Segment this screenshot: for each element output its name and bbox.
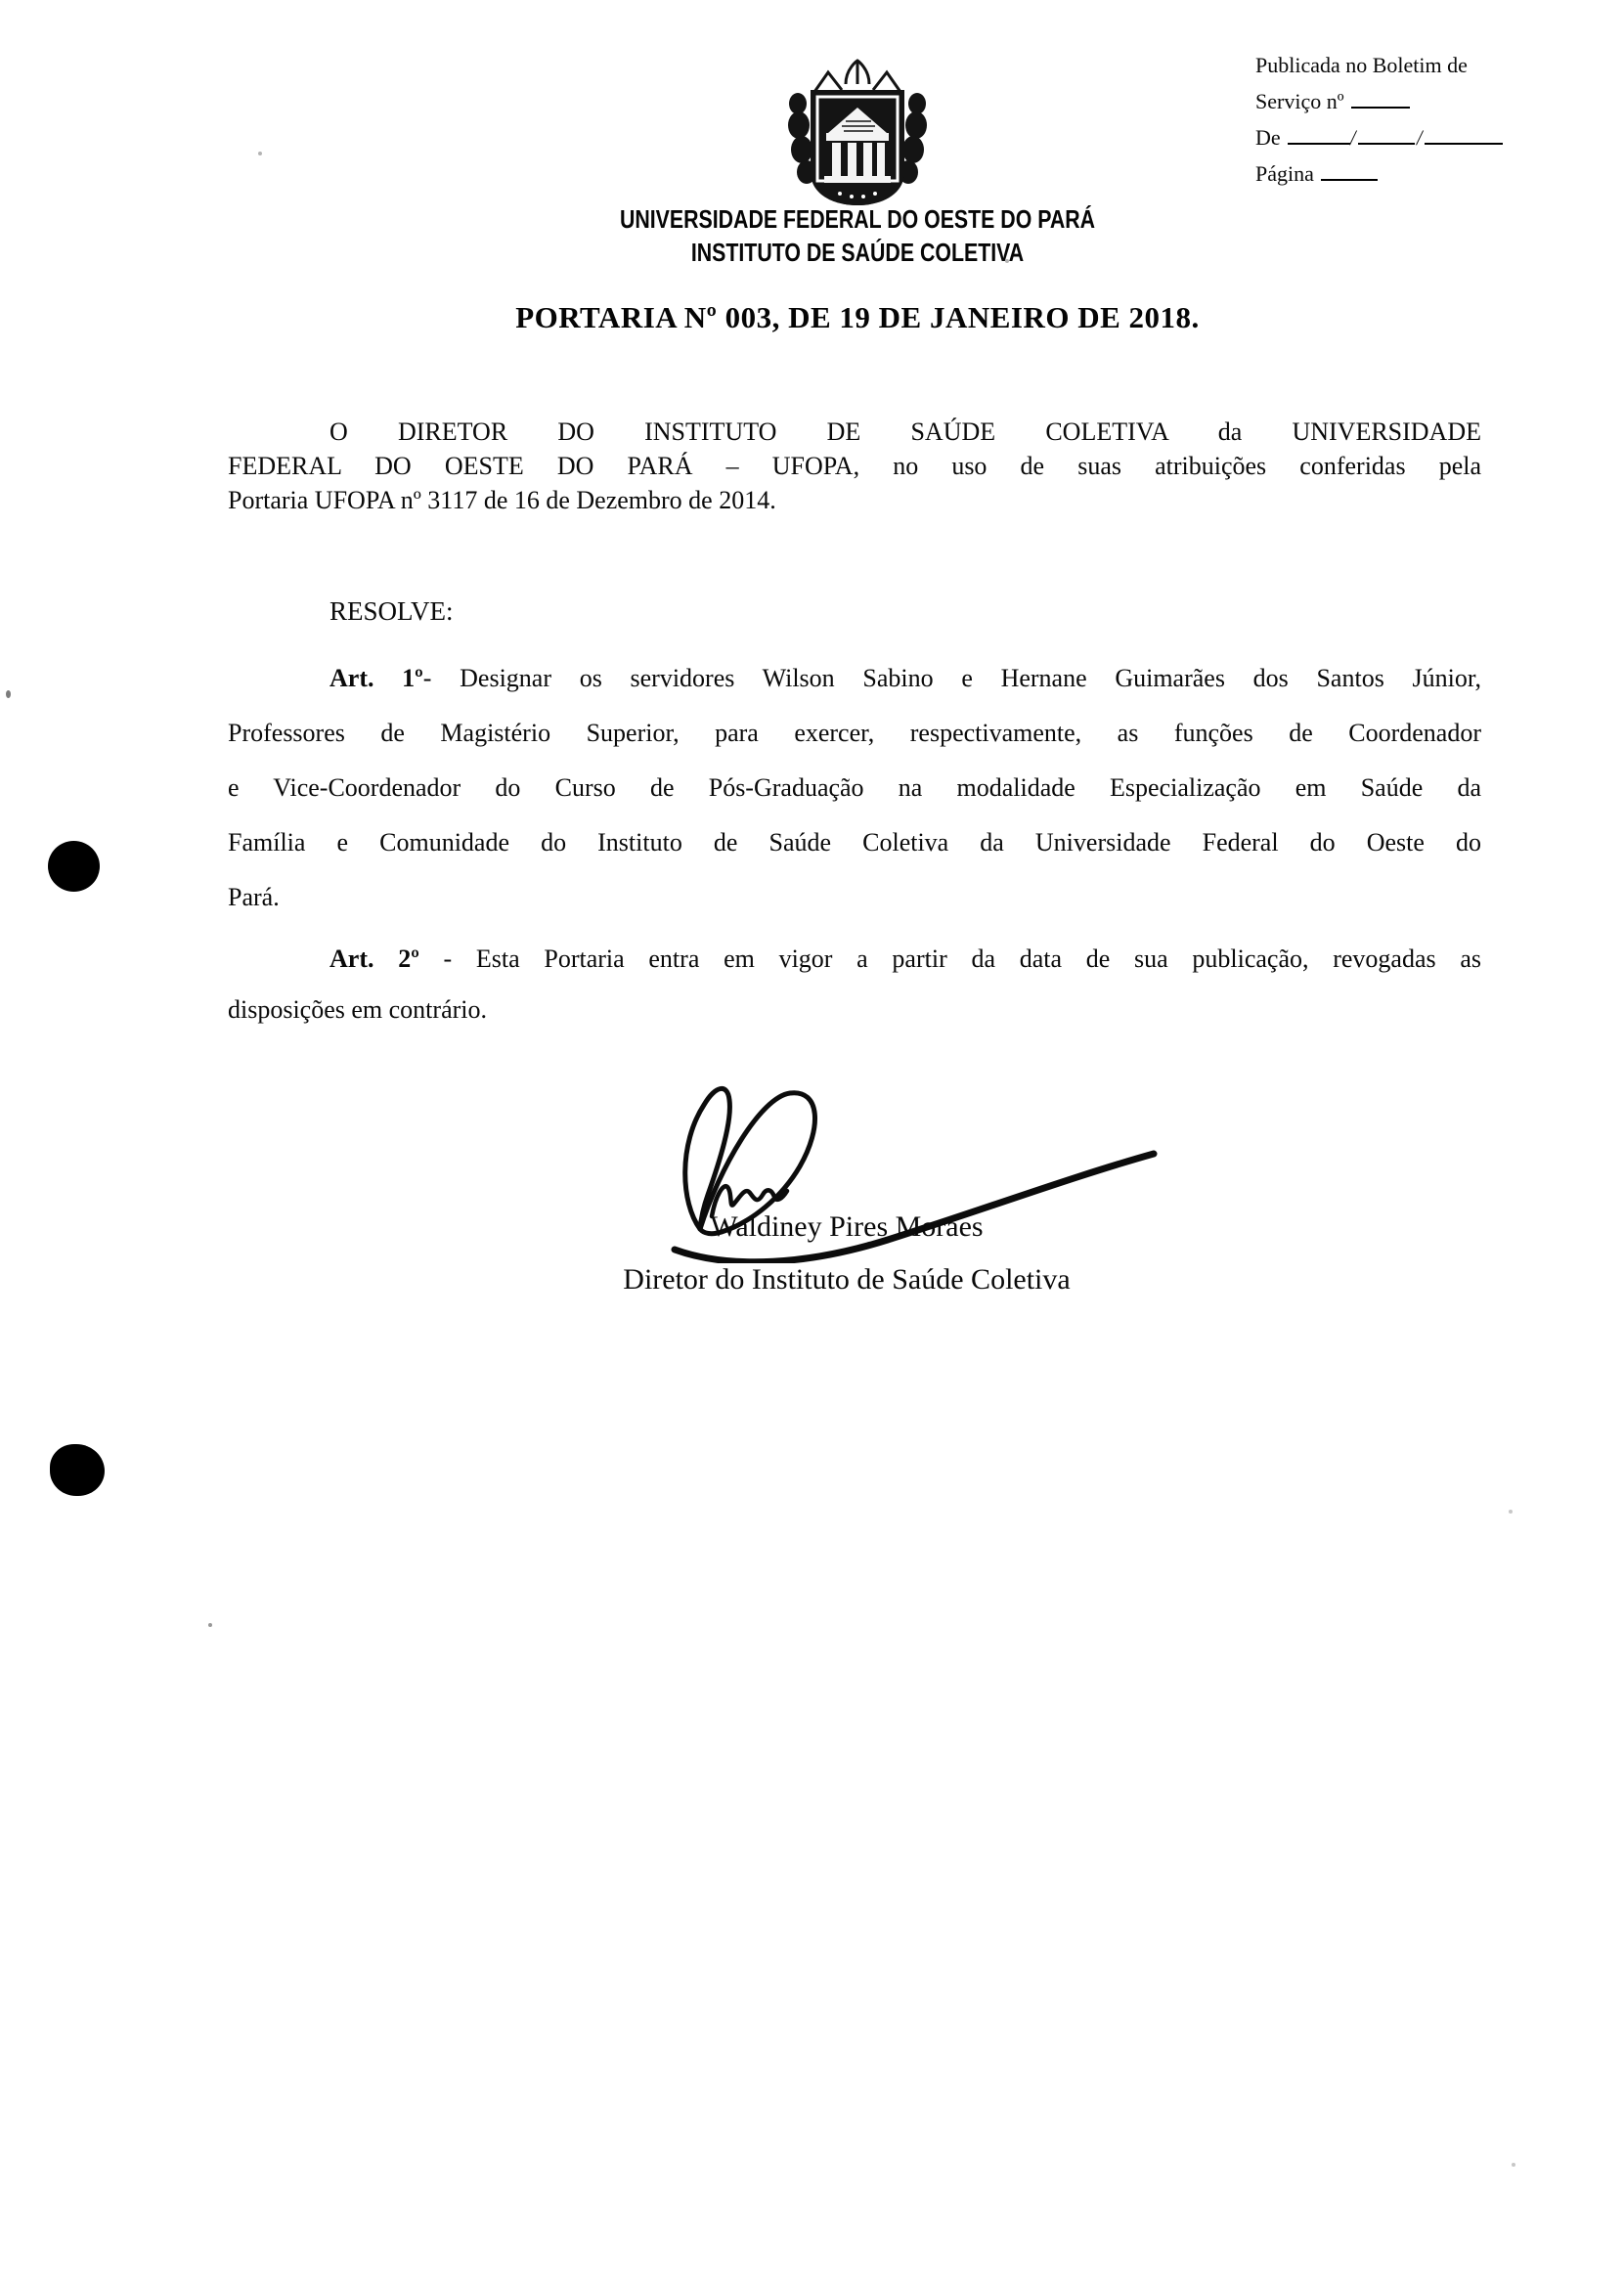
publication-stamp: [1255, 47, 1549, 192]
article-1-line: Pará.: [228, 883, 280, 911]
article-1-line: Professores de Magistério Superior, para exercer, respectivamente, as funções de Coordenador: [228, 719, 1481, 747]
stamp-line-date: De / /: [1255, 119, 1549, 155]
scan-speck: [1005, 259, 1009, 263]
university-name: UNIVERSIDADE FEDERAL DO OESTE DO PARÁ: [619, 204, 1096, 234]
date-year-blank: [1425, 124, 1503, 145]
date-day-blank: [1288, 124, 1350, 145]
scan-speck: [1512, 2163, 1515, 2167]
article-1-line: Família e Comunidade do Instituto de Saúde Coletiva da Universidade Federal do Oeste do: [228, 828, 1481, 857]
scan-speck: [6, 690, 11, 698]
article-1-line: Art. 1º- Designar os servidores Wilson Sabino e Hernane Guimarães dos Santos Júnior,: [329, 664, 1481, 692]
hole-punch-bottom: [50, 1444, 105, 1496]
scan-speck: [1509, 1510, 1513, 1514]
ufopa-crest-logo: [785, 57, 930, 209]
servico-number-blank: [1351, 88, 1410, 109]
stamp-line-publicada: Publicada no Boletim de: [1255, 53, 1468, 77]
document-title: PORTARIA Nº 003, DE 19 DE JANEIRO DE 2018.: [515, 300, 1200, 334]
scan-speck: [258, 152, 262, 155]
article-2-line: Art. 2º - Esta Portaria entra em vigor a partir da data de sua publicação, revogadas as: [329, 945, 1481, 973]
article-1-label: Art. 1º: [329, 664, 423, 692]
signer-role: Diretor do Instituto de Saúde Coletiva: [623, 1263, 1071, 1296]
article-1-line: e Vice-Coordenador do Curso de Pós-Graduação na modalidade Especialização em Saúde da: [228, 773, 1481, 802]
article-2-paragraph: [228, 934, 1481, 1035]
preamble-line: Portaria UFOPA nº 3117 de 16 de Dezembro de 2014.: [228, 486, 776, 514]
signer-name: Waldiney Pires Moraes: [710, 1210, 984, 1243]
preamble-paragraph: [228, 415, 1481, 517]
preamble-line: FEDERAL DO OESTE DO PARÁ – UFOPA, no uso de suas atribuições conferidas pela: [228, 452, 1481, 480]
hole-punch-top: [48, 841, 100, 892]
stamp-line-pagina: Página: [1255, 155, 1549, 192]
date-month-blank: [1358, 124, 1415, 145]
scan-speck: [208, 1623, 212, 1627]
resolve-heading: RESOLVE:: [329, 596, 454, 626]
article-1-paragraph: [228, 651, 1481, 925]
institute-name: INSTITUTO DE SAÚDE COLETIVA: [690, 238, 1025, 267]
page-number-blank: [1321, 160, 1378, 181]
stamp-line-servico: Serviço nº: [1255, 83, 1549, 119]
article-2-line: disposições em contrário.: [228, 995, 487, 1024]
preamble-line: O DIRETOR DO INSTITUTO DE SAÚDE COLETIVA da UNIVERSIDADE: [329, 417, 1481, 446]
article-2-label: Art. 2º: [329, 945, 419, 973]
